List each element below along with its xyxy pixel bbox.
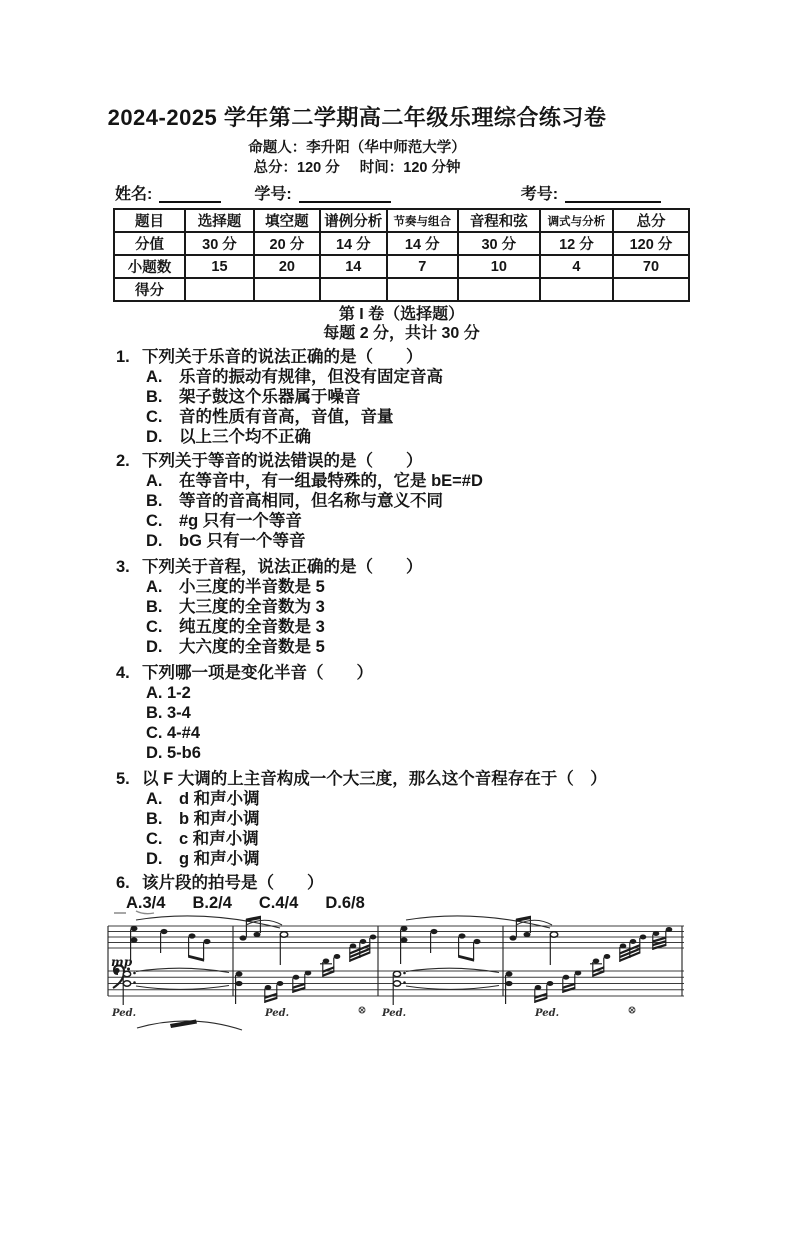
table-cell: 12 分 (540, 232, 613, 255)
option-row (146, 829, 800, 849)
table-cell: 14 (320, 255, 387, 278)
table-cell: 7 (387, 255, 458, 278)
question-number: 2. (116, 452, 130, 470)
question-stem-text: 该片段的拍号是（ ） (142, 874, 324, 892)
option-label: C. (146, 512, 163, 530)
question-number: 5. (116, 770, 130, 788)
question-list (116, 347, 800, 913)
question-5 (116, 769, 800, 869)
table-cell (540, 278, 613, 301)
question-stem-text: 下列关于乐音的说法正确的是（ ） (142, 348, 423, 366)
pedal-release-icon (359, 1007, 365, 1013)
option-label: C. (146, 830, 163, 848)
question-stem (116, 663, 800, 683)
table-cell: 节奏与组合 (387, 209, 458, 232)
table-cell: 30 分 (185, 232, 254, 255)
option-label: A. (146, 684, 163, 702)
table-cell: 15 (185, 255, 254, 278)
option-label: A. (146, 790, 163, 808)
second-system-fragment (137, 1020, 242, 1031)
option-text: D.6/8 (325, 894, 365, 912)
option-row (146, 723, 800, 743)
table-cell: 音程和弦 (458, 209, 540, 232)
table-cell: 小题数 (114, 255, 185, 278)
option-text: A.3/4 (126, 894, 166, 912)
question-2 (116, 451, 800, 551)
table-cell: 120 分 (613, 232, 689, 255)
option-row (146, 577, 800, 597)
question-stem-text: 下列关于等音的说法错误的是（ ） (142, 452, 423, 470)
option-row (146, 427, 800, 447)
question-stem-text: 下列哪一项是变化半音（ ） (142, 664, 373, 682)
option-label: D. (146, 532, 163, 550)
option-text: B.2/4 (192, 894, 232, 912)
option-row (146, 617, 800, 637)
question-stem (116, 557, 800, 577)
question-stem (116, 451, 800, 471)
table-row-points (114, 232, 689, 255)
option-label: D. (146, 638, 163, 656)
music-score-figure (100, 909, 700, 1049)
option-text: g 和声小调 (179, 850, 260, 868)
table-cell: 14 分 (387, 232, 458, 255)
option-label: B. (146, 704, 163, 722)
option-label: B. (146, 598, 163, 616)
option-text: 大六度的全音数是 5 (179, 638, 325, 656)
option-text: 纯五度的全音数是 3 (179, 618, 325, 636)
examiner-line: 命题人：李升阳（华中师范大学） (248, 140, 466, 156)
option-row (146, 387, 800, 407)
option-row (146, 491, 800, 511)
dynamic-mp: mp (111, 955, 133, 969)
option-label: A. (146, 368, 163, 386)
table-cell: 调式与分析 (540, 209, 613, 232)
option-text: #g 只有一个等音 (179, 512, 302, 530)
option-label: D. (146, 850, 163, 868)
total-score-text: 总分：120 分 (253, 160, 340, 176)
section-title: 第 I 卷（选择题） (338, 306, 465, 323)
option-text: 音的性质有音高，音值，音量 (179, 408, 394, 426)
option-text: c 和声小调 (179, 830, 259, 848)
option-label: D. (146, 744, 163, 762)
question-6 (116, 873, 800, 913)
table-cell (185, 278, 254, 301)
option-label: C. (146, 408, 163, 426)
option-row (146, 703, 800, 723)
option-row (146, 511, 800, 531)
option-text: 等音的音高相同，但名称与意义不同 (179, 492, 443, 510)
option-row (146, 531, 800, 551)
option-row (146, 407, 800, 427)
student-info-row (115, 184, 800, 204)
option-label: C. (146, 618, 163, 636)
option-row (146, 743, 800, 763)
table-cell: 得分 (114, 278, 185, 301)
table-cell: 20 分 (254, 232, 320, 255)
question-stem-text: 下列关于音程，说法正确的是（ ） (142, 558, 423, 576)
question-1 (116, 347, 800, 447)
option-text: 在等音中，有一组最特殊的，它是 bE=#D (179, 472, 483, 490)
option-text: 乐音的振动有规律，但没有固定音高 (179, 368, 443, 386)
table-cell: 分值 (114, 232, 185, 255)
option-label: A. (146, 472, 163, 490)
exam-header (98, 103, 616, 177)
table-cell (613, 278, 689, 301)
table-row-headers (114, 209, 689, 232)
pedal-mark: Ped. (265, 1008, 290, 1019)
table-row-earned-score (114, 278, 689, 301)
table-cell: 选择题 (185, 209, 254, 232)
table-cell: 谱例分析 (320, 209, 387, 232)
option-label: D. (146, 428, 163, 446)
exam-page (0, 103, 800, 1235)
table-cell: 10 (458, 255, 540, 278)
table-cell: 20 (254, 255, 320, 278)
option-text: bG 只有一个等音 (179, 532, 306, 550)
table-cell (387, 278, 458, 301)
table-cell (254, 278, 320, 301)
exam-no-blank-field (565, 187, 661, 203)
option-row (146, 849, 800, 869)
question-stem (116, 873, 800, 893)
student-no-blank-field (299, 187, 391, 203)
option-text: b 和声小调 (179, 810, 260, 828)
question-stem-text: 以 F 大调的上主音构成一个大三度，那么这个音程存在于（ ） (142, 770, 607, 788)
option-text: d 和声小调 (179, 790, 260, 808)
score-time-line (98, 159, 616, 177)
option-row (146, 637, 800, 657)
question-number: 3. (116, 558, 130, 576)
option-row (146, 471, 800, 491)
table-cell: 30 分 (458, 232, 540, 255)
score-summary-table (113, 208, 690, 302)
option-label: B. (146, 492, 163, 510)
question-number: 1. (116, 348, 130, 366)
option-label: A. (146, 578, 163, 596)
question-number: 4. (116, 664, 130, 682)
option-text: 3-4 (167, 704, 191, 722)
option-row (146, 809, 800, 829)
question-3 (116, 557, 800, 657)
option-label: C. (146, 724, 163, 742)
option-row (146, 597, 800, 617)
name-label: 姓名: (115, 186, 153, 203)
table-cell (320, 278, 387, 301)
option-text: 架子鼓这个乐器属于噪音 (179, 388, 361, 406)
time-text: 时间：120 分钟 (359, 160, 461, 176)
music-score-image (100, 909, 700, 1049)
page-title: 2024-2025 学年第二学期高二年级乐理综合练习卷 (107, 105, 607, 130)
option-text: 4-#4 (167, 724, 201, 742)
option-text: 5-b6 (167, 744, 201, 762)
option-text: 小三度的半音数是 5 (179, 578, 325, 596)
table-cell (458, 278, 540, 301)
table-row-question-counts (114, 255, 689, 278)
name-blank-field (159, 187, 221, 203)
table-cell: 题目 (114, 209, 185, 232)
table-cell: 4 (540, 255, 613, 278)
table-cell: 70 (613, 255, 689, 278)
crop-artifact (114, 911, 154, 914)
table-cell: 14 分 (320, 232, 387, 255)
exam-no-label: 考号: (520, 186, 559, 203)
option-row (146, 367, 800, 387)
option-text: C.4/4 (258, 894, 299, 912)
table-cell: 总分 (613, 209, 689, 232)
section-subtitle: 每题 2 分，共计 30 分 (323, 325, 480, 342)
option-row (146, 683, 800, 703)
question-number: 6. (116, 874, 130, 892)
option-label: B. (146, 810, 163, 828)
question-stem (116, 347, 800, 367)
table-cell: 填空题 (254, 209, 320, 232)
pedal-mark: Ped. (112, 1008, 137, 1019)
option-row (146, 789, 800, 809)
student-no-label: 学号: (254, 186, 292, 203)
option-label: B. (146, 388, 163, 406)
question-4 (116, 663, 800, 763)
option-text: 1-2 (167, 684, 191, 702)
question-stem (116, 769, 800, 789)
final-run-notes (652, 927, 672, 950)
option-text: 大三度的全音数为 3 (179, 598, 325, 616)
option-text: 以上三个均不正确 (179, 428, 311, 446)
